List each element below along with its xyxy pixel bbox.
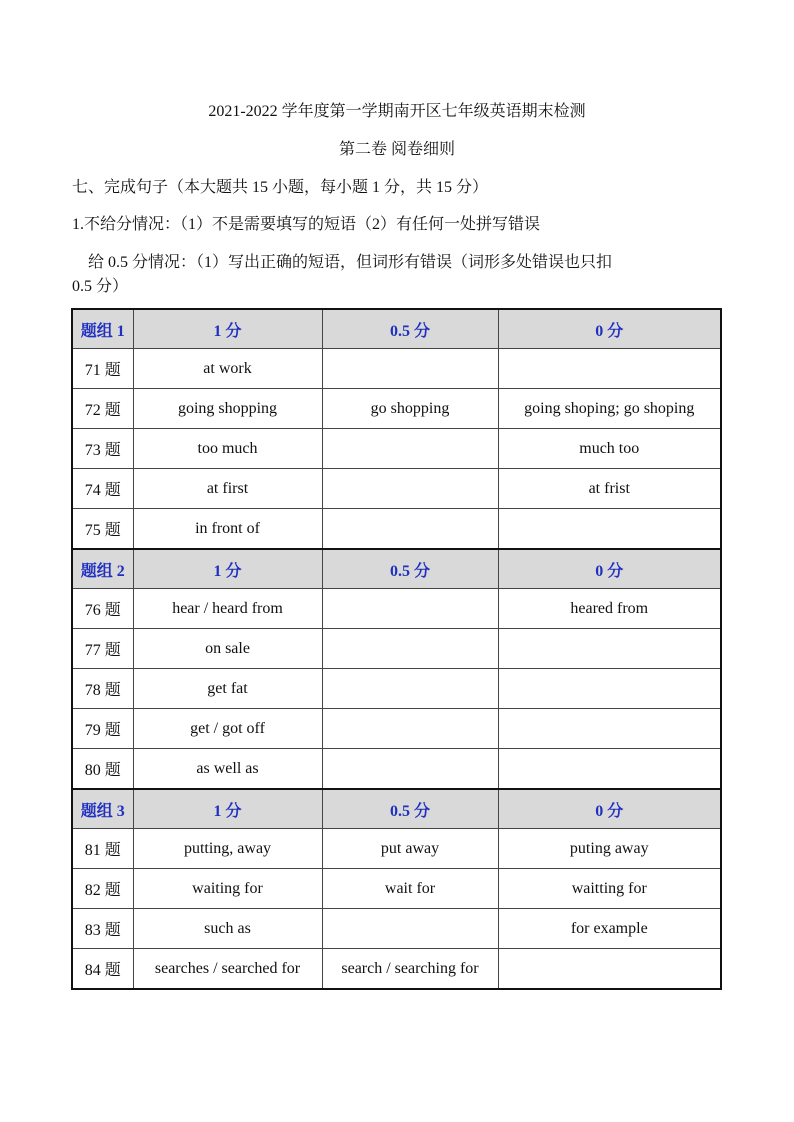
full-score-answer-cell: on sale bbox=[133, 629, 322, 669]
half-score-answer-cell bbox=[322, 709, 498, 749]
half-score-answer-cell bbox=[322, 429, 498, 469]
score-column-header: 0.5 分 bbox=[322, 309, 498, 349]
group-label: 题组 3 bbox=[72, 789, 133, 829]
group-header-row bbox=[72, 789, 721, 829]
table-row bbox=[72, 909, 721, 949]
zero-score-answer-cell: for example bbox=[498, 909, 721, 949]
score-column-header: 1 分 bbox=[133, 309, 322, 349]
table-row bbox=[72, 589, 721, 629]
zero-score-answer-cell bbox=[498, 709, 721, 749]
document-title: 2021-2022 学年度第一学期南开区七年级英语期末检测 bbox=[208, 103, 586, 120]
zero-score-answer-cell bbox=[498, 629, 721, 669]
full-score-answer-cell: at first bbox=[133, 469, 322, 509]
score-column-header: 0 分 bbox=[498, 789, 721, 829]
table-row bbox=[72, 509, 721, 550]
table-row bbox=[72, 829, 721, 869]
zero-score-answer-cell: puting away bbox=[498, 829, 721, 869]
score-column-header: 1 分 bbox=[133, 549, 322, 589]
rule-half-score-line2: 0.5 分） bbox=[72, 278, 129, 295]
half-score-answer-cell bbox=[322, 629, 498, 669]
table-row bbox=[72, 749, 721, 790]
half-score-answer-cell bbox=[322, 749, 498, 790]
full-score-answer-cell: get / got off bbox=[133, 709, 322, 749]
question-number-cell: 74 题 bbox=[72, 469, 133, 509]
zero-score-answer-cell: heared from bbox=[498, 589, 721, 629]
table-row bbox=[72, 949, 721, 990]
half-score-answer-cell bbox=[322, 669, 498, 709]
zero-score-answer-cell: much too bbox=[498, 429, 721, 469]
question-number-cell: 76 题 bbox=[72, 589, 133, 629]
half-score-answer-cell: search / searching for bbox=[322, 949, 498, 990]
half-score-answer-cell bbox=[322, 909, 498, 949]
zero-score-answer-cell bbox=[498, 749, 721, 790]
group-header-row bbox=[72, 309, 721, 349]
full-score-answer-cell: such as bbox=[133, 909, 322, 949]
full-score-answer-cell: get fat bbox=[133, 669, 322, 709]
half-score-answer-cell bbox=[322, 589, 498, 629]
score-column-header: 0 分 bbox=[498, 549, 721, 589]
score-column-header: 0.5 分 bbox=[322, 789, 498, 829]
full-score-answer-cell: waiting for bbox=[133, 869, 322, 909]
full-score-answer-cell: searches / searched for bbox=[133, 949, 322, 990]
question-number-cell: 81 题 bbox=[72, 829, 133, 869]
zero-score-answer-cell bbox=[498, 509, 721, 550]
zero-score-answer-cell bbox=[498, 669, 721, 709]
half-score-answer-cell: go shopping bbox=[322, 389, 498, 429]
score-column-header: 0.5 分 bbox=[322, 549, 498, 589]
zero-score-answer-cell: at frist bbox=[498, 469, 721, 509]
table-row bbox=[72, 469, 721, 509]
rule-half-score-line1: 给 0.5 分情况：（1）写出正确的短语，但词形有错误（词形多处错误也只扣 bbox=[88, 254, 613, 271]
group-label: 题组 2 bbox=[72, 549, 133, 589]
question-number-cell: 78 题 bbox=[72, 669, 133, 709]
score-column-header: 1 分 bbox=[133, 789, 322, 829]
question-number-cell: 84 题 bbox=[72, 949, 133, 990]
question-number-cell: 82 题 bbox=[72, 869, 133, 909]
question-number-cell: 80 题 bbox=[72, 749, 133, 790]
group-label: 题组 1 bbox=[72, 309, 133, 349]
table-row bbox=[72, 429, 721, 469]
zero-score-answer-cell: going shoping; go shoping bbox=[498, 389, 721, 429]
table-row bbox=[72, 389, 721, 429]
question-number-cell: 71 题 bbox=[72, 349, 133, 389]
rule-no-score: 1.不给分情况：（1）不是需要填写的短语（2）有任何一处拼写错误 bbox=[72, 216, 541, 233]
table-row bbox=[72, 709, 721, 749]
half-score-answer-cell: put away bbox=[322, 829, 498, 869]
half-score-answer-cell bbox=[322, 509, 498, 550]
half-score-answer-cell bbox=[322, 469, 498, 509]
full-score-answer-cell: putting, away bbox=[133, 829, 322, 869]
zero-score-answer-cell bbox=[498, 949, 721, 990]
full-score-answer-cell: as well as bbox=[133, 749, 322, 790]
question-number-cell: 79 题 bbox=[72, 709, 133, 749]
zero-score-answer-cell: waitting for bbox=[498, 869, 721, 909]
section-heading: 七、完成句子（本大题共 15 小题，每小题 1 分，共 15 分） bbox=[72, 179, 489, 196]
question-number-cell: 73 题 bbox=[72, 429, 133, 469]
full-score-answer-cell: hear / heard from bbox=[133, 589, 322, 629]
scoring-table bbox=[71, 308, 722, 990]
half-score-answer-cell bbox=[322, 349, 498, 389]
question-number-cell: 72 题 bbox=[72, 389, 133, 429]
score-column-header: 0 分 bbox=[498, 309, 721, 349]
full-score-answer-cell: at work bbox=[133, 349, 322, 389]
table-row bbox=[72, 669, 721, 709]
question-number-cell: 75 题 bbox=[72, 509, 133, 550]
document-subtitle: 第二卷 阅卷细则 bbox=[338, 141, 455, 158]
half-score-answer-cell: wait for bbox=[322, 869, 498, 909]
zero-score-answer-cell bbox=[498, 349, 721, 389]
question-number-cell: 77 题 bbox=[72, 629, 133, 669]
question-number-cell: 83 题 bbox=[72, 909, 133, 949]
table-row bbox=[72, 629, 721, 669]
full-score-answer-cell: in front of bbox=[133, 509, 322, 550]
table-row bbox=[72, 349, 721, 389]
group-header-row bbox=[72, 549, 721, 589]
full-score-answer-cell: too much bbox=[133, 429, 322, 469]
full-score-answer-cell: going shopping bbox=[133, 389, 322, 429]
table-row bbox=[72, 869, 721, 909]
